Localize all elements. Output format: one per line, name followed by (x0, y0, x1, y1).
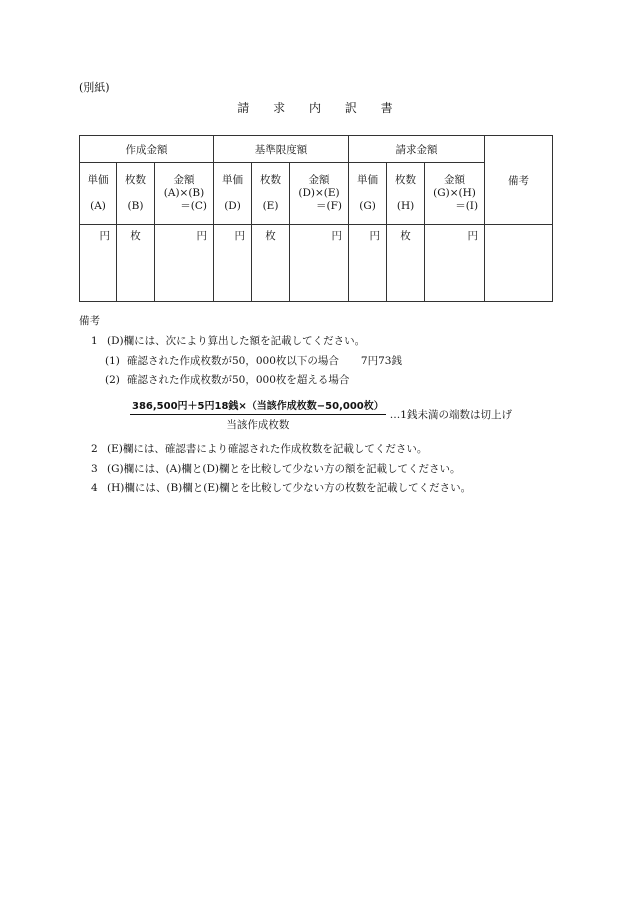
group-header-standard-limit: 基準限度額 (214, 136, 349, 163)
col-code: ＝(I) (455, 200, 479, 212)
unit-label: 円 (234, 230, 246, 242)
note-number: 2 (91, 443, 98, 455)
sub-number: (1) (105, 355, 120, 367)
col-code: ＝(C) (180, 200, 208, 212)
sub-text: 確認された作成枚数が50，000枚を超える場合 (127, 374, 350, 386)
note-item-4 (91, 478, 471, 498)
unit-price-d-cell[interactable] (214, 225, 252, 302)
amount-c-cell[interactable] (155, 225, 214, 302)
unit-label: 枚 (130, 230, 141, 242)
col-header-count-e (252, 163, 290, 225)
col-code: (E) (262, 200, 279, 212)
col-formula: (D)×(E) (298, 187, 340, 199)
note-sub-item-2 (105, 370, 349, 390)
formula-fraction (130, 397, 386, 432)
col-code: ＝(F) (316, 200, 343, 212)
amount-i-cell[interactable] (425, 225, 485, 302)
unit-label: 枚 (400, 230, 411, 242)
col-formula: (A)×(B) (163, 187, 205, 199)
group-header-created-amount: 作成金額 (80, 136, 214, 163)
sub-text: 確認された作成枚数が50，000枚以下の場合 (127, 355, 339, 367)
col-header-unit-price-a (80, 163, 117, 225)
rate-value: 7円73銭 (360, 355, 402, 367)
col-code: (A) (90, 200, 106, 212)
col-label: 枚数 (395, 174, 417, 186)
note-item-3 (91, 459, 460, 479)
unit-label: 円 (467, 230, 479, 242)
note-item-2 (91, 439, 427, 459)
col-code: (H) (396, 200, 415, 212)
col-label: 単価 (222, 174, 244, 186)
col-label: 単価 (87, 174, 109, 186)
count-e-cell[interactable] (252, 225, 290, 302)
unit-price-a-cell[interactable] (80, 225, 117, 302)
note-number: 1 (91, 335, 98, 347)
col-header-count-b (117, 163, 155, 225)
note-sub-item-1 (105, 351, 402, 371)
remarks-header: 備考 (485, 136, 553, 225)
count-h-cell[interactable] (387, 225, 425, 302)
title-char: 書 (380, 101, 393, 115)
page-title (0, 99, 630, 116)
unit-label: 円 (331, 230, 343, 242)
col-formula: (G)×(H) (433, 187, 476, 199)
note-text: (H)欄には、(B)欄と(E)欄とを比較して少ない方の枚数を記載してください。 (107, 482, 472, 494)
note-number: 3 (91, 463, 98, 475)
breakdown-table (79, 135, 553, 302)
note-item-1 (91, 331, 365, 351)
note-number: 4 (91, 482, 98, 494)
col-label: 金額 (308, 174, 330, 186)
col-label: 金額 (444, 174, 466, 186)
rounding-note: …1銭未満の端数は切上げ (389, 409, 512, 421)
unit-label: 枚 (265, 230, 276, 242)
col-code: (D) (224, 200, 241, 212)
note-text: (E)欄には、確認書により確認された作成枚数を記載してください。 (107, 443, 428, 455)
col-header-unit-price-d (214, 163, 252, 225)
annex-label: (別紙) (79, 81, 110, 94)
unit-price-g-cell[interactable] (349, 225, 387, 302)
note-text: (D)欄には、次により算出した額を記載してください。 (107, 335, 366, 347)
col-header-amount-i (425, 163, 485, 225)
col-code: (G) (359, 200, 376, 212)
title-char: 内 (308, 101, 321, 115)
col-header-amount-f (290, 163, 349, 225)
unit-price-formula (130, 397, 512, 432)
note-text: (G)欄には、(A)欄と(D)欄とを比較して少ない方の額を記載してください。 (107, 463, 461, 475)
title-char: 求 (273, 101, 286, 115)
formula-denominator: 当該作成枚数 (226, 419, 290, 431)
notes-heading: 備考 (79, 315, 100, 327)
sub-number: (2) (105, 374, 120, 386)
col-code: (B) (127, 200, 144, 212)
col-header-amount-c (155, 163, 214, 225)
title-char: 訳 (344, 101, 357, 115)
group-header-claim-amount: 請求金額 (349, 136, 485, 163)
title-char: 請 (237, 101, 250, 115)
unit-label: 円 (369, 230, 381, 242)
col-header-unit-price-g (349, 163, 387, 225)
formula-numerator: 386,500円＋5円18銭×（当該作成枚数−50,000枚） (130, 397, 386, 415)
col-label: 枚数 (260, 174, 282, 186)
unit-label: 円 (196, 230, 208, 242)
count-b-cell[interactable] (117, 225, 155, 302)
col-label: 金額 (173, 174, 195, 186)
col-header-count-h (387, 163, 425, 225)
amount-f-cell[interactable] (290, 225, 349, 302)
unit-label: 円 (99, 230, 110, 242)
col-label: 単価 (357, 174, 379, 186)
col-label: 枚数 (125, 174, 146, 186)
remarks-cell[interactable] (485, 225, 553, 302)
